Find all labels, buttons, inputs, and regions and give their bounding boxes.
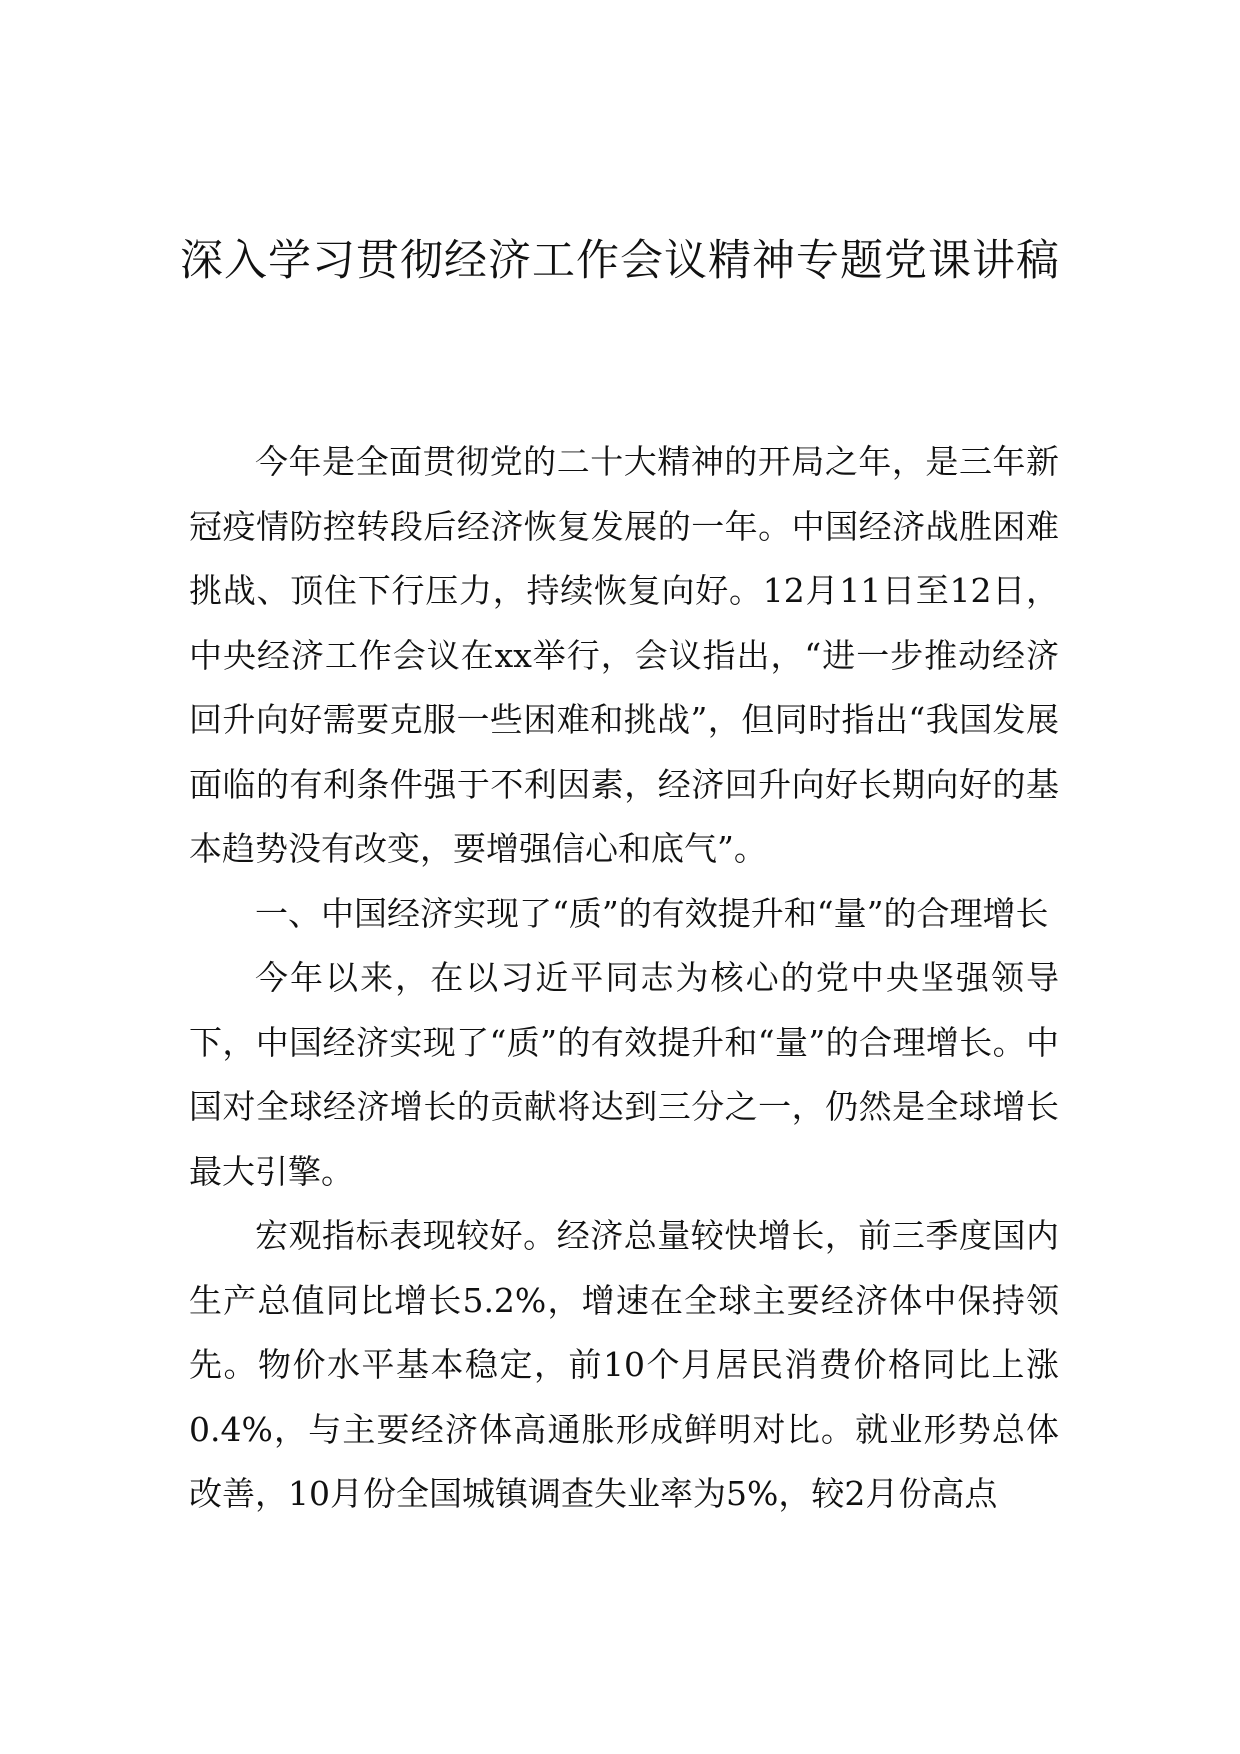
paragraph-intro: 今年是全面贯彻党的二十大精神的开局之年，是三年新冠疫情防控转段后经济恢复发展的一年。中国经济战胜困难挑战、顶住下行压力，持续恢复向好。12月11日至12日，中央经济工作会议在xx举行，会议指出，“进一步推动经济回升向好需要克服一些困难和挑战”，但同时指出“我国发展面临的有利条件强于不利因素，经济回升向好长期向好的基本趋势没有改变，要增强信心和底气”。 [189, 442, 1059, 868]
paragraph-section-1: 今年以来，在以习近平同志为核心的党中央坚强领导下，中国经济实现了“质”的有效提升和“量”的合理增长。中国对全球经济增长的贡献将达到三分之一，仍然是全球增长最大引擎。 [189, 958, 1059, 1191]
document-title: 深入学习贯彻经济工作会议精神专题党课讲稿 [180, 236, 1060, 286]
paragraph-macro-indicators: 宏观指标表现较好。经济总量较快增长，前三季度国内生产总值同比增长5.2%，增速在全球主要经济体中保持领先。物价水平基本稳定，前10个月居民消费价格同比上涨0.4%，与主要经济体高通胀形成鲜明对比。就业形势总体改善，10月份全国城镇调查失业率为5%，较2月份高点 [189, 1216, 1059, 1513]
section-heading-1: 一、中国经济实现了“质”的有效提升和“量”的合理增长 [255, 893, 1049, 933]
document-body [189, 430, 1059, 1527]
